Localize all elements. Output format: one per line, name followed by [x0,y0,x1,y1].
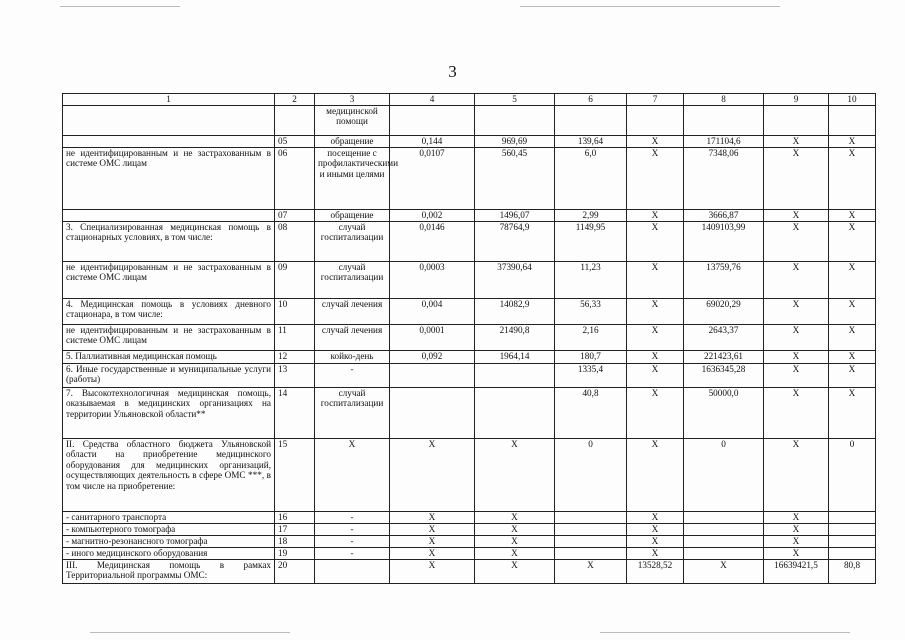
table-cell: медицинской помощи [315,106,390,136]
table-cell: 12 [275,351,315,364]
table-cell: X [829,325,876,351]
table-cell: 0,0001 [390,325,475,351]
table-cell: X [829,262,876,299]
table-cell [275,106,315,136]
table-cell: - [315,512,390,524]
table-cell: 0 [829,439,876,512]
table-cell: X [764,136,829,148]
table-cell: не идентифицированным и не застрахованным в системе ОМС лицам [63,262,275,299]
table-cell [390,364,475,388]
table-cell [63,210,275,222]
table-cell: X [764,325,829,351]
table-cell: X [829,388,876,439]
table-cell: 13759,76 [684,262,764,299]
table-cell [555,106,627,136]
table-cell: X [475,560,555,584]
table-cell: 4. Медицинская помощь в условиях дневного стационара, в том числе: [63,299,275,325]
table-cell: 13 [275,364,315,388]
table-cell [627,106,684,136]
table-cell: 2,16 [555,325,627,351]
table-cell [63,136,275,148]
table-cell: X [627,210,684,222]
header-cell: 5 [475,94,555,106]
table-cell: X [764,439,829,512]
table-cell: случай госпитализации [315,388,390,439]
table-row [63,388,876,439]
table-cell: 09 [275,262,315,299]
table-cell: 1636345,28 [684,364,764,388]
table-row [63,439,876,512]
table-cell: 0,092 [390,351,475,364]
table-cell [63,106,275,136]
table-cell: 17 [275,524,315,536]
table-cell: X [390,524,475,536]
table-cell: X [315,439,390,512]
table-cell: 560,45 [475,148,555,210]
table-cell: X [390,560,475,584]
table-cell: 20 [275,560,315,584]
table-cell: 171104,6 [684,136,764,148]
table-cell: X [829,210,876,222]
table-cell: - [315,536,390,548]
header-cell: 1 [63,94,275,106]
table-cell: X [829,299,876,325]
table-cell: 3666,87 [684,210,764,222]
table-cell: 07 [275,210,315,222]
table-cell: случай лечения [315,325,390,351]
table-row [63,536,876,548]
table-cell: X [475,548,555,560]
table-cell: X [627,222,684,262]
table-cell: X [829,364,876,388]
table-cell: X [764,299,829,325]
table-cell [684,548,764,560]
table-cell: 7. Высокотехнологичная медицинская помощь, оказываемая в медицинских организациях на территории Ульяновской области** [63,388,275,439]
table-cell: X [627,299,684,325]
table-cell: 2,99 [555,210,627,222]
table-cell: 221423,61 [684,351,764,364]
table-cell: X [627,136,684,148]
table-cell [684,512,764,524]
table-cell: - санитарного транспорта [63,512,275,524]
table-cell: X [829,222,876,262]
header-cell: 9 [764,94,829,106]
table-cell [829,548,876,560]
table-row [63,210,876,222]
table-cell: X [627,325,684,351]
table-cell [555,548,627,560]
table-cell: 1964,14 [475,351,555,364]
table-cell: X [764,512,829,524]
table-cell: случай госпитализации [315,262,390,299]
table-cell: X [764,524,829,536]
table-cell: X [627,512,684,524]
header-row [63,94,876,106]
table-cell: - [315,364,390,388]
table-cell: X [829,136,876,148]
table-cell: X [627,364,684,388]
table-cell: 37390,64 [475,262,555,299]
table-cell: X [627,388,684,439]
table-cell: 11 [275,325,315,351]
table-cell: X [627,148,684,210]
table-row [63,364,876,388]
table-cell: 14 [275,388,315,439]
table-cell: X [390,439,475,512]
table-cell [829,536,876,548]
table-cell: 0,0003 [390,262,475,299]
table-cell: 16639421,5 [764,560,829,584]
table-cell: 6,0 [555,148,627,210]
table-row [63,262,876,299]
table-cell: обращение [315,136,390,148]
table-cell: II. Средства областного бюджета Ульяновской области на приобретение медицинского оборудования для медицинских организаций, осуществляющих деятельность в сфере ОМС ***, в том числе на приобретение: [63,439,275,512]
table-cell: X [475,536,555,548]
table-cell [684,536,764,548]
table-cell: X [475,439,555,512]
table-cell: 3. Специализированная медицинская помощь в стационарных условиях, в том числе: [63,222,275,262]
table-cell: 0,144 [390,136,475,148]
table-cell: 7348,06 [684,148,764,210]
table-cell: - иного медицинского оборудования [63,548,275,560]
table-cell: X [627,351,684,364]
table-cell: 15 [275,439,315,512]
table-cell: 0,0107 [390,148,475,210]
table-cell: не идентифицированным и не застрахованным в системе ОМС лицам [63,325,275,351]
table-cell: 80,8 [829,560,876,584]
table-cell: X [390,536,475,548]
table-cell: X [475,512,555,524]
table-cell: 56,33 [555,299,627,325]
page-number: 3 [448,62,457,81]
table-row [63,524,876,536]
table-row [63,548,876,560]
table-cell: - компьютерного томографа [63,524,275,536]
table-cell: X [829,351,876,364]
table-cell [555,536,627,548]
table-cell: 6. Иные государственные и муниципальные услуги (работы) [63,364,275,388]
table-cell: 18 [275,536,315,548]
table-cell: 180,7 [555,351,627,364]
table-cell: X [764,262,829,299]
header-cell: 8 [684,94,764,106]
table-cell: 78764,9 [475,222,555,262]
table-cell: 11,23 [555,262,627,299]
table-cell: 0 [684,439,764,512]
table-cell: X [627,262,684,299]
table-cell: X [764,222,829,262]
table-cell [475,106,555,136]
table-cell [475,388,555,439]
table-cell: X [555,560,627,584]
table-cell [829,524,876,536]
table-cell: X [764,364,829,388]
table-cell: 1496,07 [475,210,555,222]
table-row [63,136,876,148]
table-cell [555,524,627,536]
table-cell: X [764,351,829,364]
header-cell: 6 [555,94,627,106]
table-cell: 06 [275,148,315,210]
header-cell: 2 [275,94,315,106]
table-cell: 0,004 [390,299,475,325]
table-cell: - [315,524,390,536]
table-cell: посещение с профилактическими и иными целями [315,148,390,210]
table-cell: 16 [275,512,315,524]
table-cell: X [390,512,475,524]
header-cell: 3 [315,94,390,106]
table-cell: 1335,4 [555,364,627,388]
table-cell [315,560,390,584]
table-row [63,512,876,524]
header-cell: 10 [829,94,876,106]
table-cell: X [627,536,684,548]
table-cell [555,512,627,524]
table-cell: 13528,52 [627,560,684,584]
table-cell: 21490,8 [475,325,555,351]
table-cell: 08 [275,222,315,262]
table-cell [475,364,555,388]
table-cell: 10 [275,299,315,325]
table-row [63,560,876,584]
table-cell: 0,002 [390,210,475,222]
table-cell: случай госпитализации [315,222,390,262]
data-table [62,93,876,584]
table-row [63,148,876,210]
table-cell: 0 [555,439,627,512]
header-cell: 7 [627,94,684,106]
table-cell: 0,0146 [390,222,475,262]
table-cell: III. Медицинская помощь в рамках Территориальной программы ОМС: [63,560,275,584]
table-cell [829,106,876,136]
table-cell: X [627,548,684,560]
table-cell: не идентифицированным и не застрахованным в системе ОМС лицам [63,148,275,210]
table-cell: 139,64 [555,136,627,148]
table-cell: случай лечения [315,299,390,325]
table-row [63,325,876,351]
table-cell: X [829,148,876,210]
table-row [63,106,876,136]
table-cell [764,106,829,136]
table-cell: 69020,29 [684,299,764,325]
table-cell: X [475,524,555,536]
table-cell: X [684,560,764,584]
table-cell: - [315,548,390,560]
table-cell: - магнитно-резонансного томографа [63,536,275,548]
table-cell: 19 [275,548,315,560]
table-cell: койко-день [315,351,390,364]
table-cell: 40,8 [555,388,627,439]
table-cell: X [627,439,684,512]
table-cell [684,106,764,136]
table-cell: 969,69 [475,136,555,148]
table-row [63,299,876,325]
table-cell: 50000,0 [684,388,764,439]
table-cell: обращение [315,210,390,222]
table-cell [684,524,764,536]
table-cell [829,512,876,524]
table-cell: X [627,524,684,536]
table-cell [390,388,475,439]
table-cell: X [764,388,829,439]
table-cell: X [764,148,829,210]
header-cell: 4 [390,94,475,106]
table-cell: 05 [275,136,315,148]
table-cell: X [764,548,829,560]
table-cell [390,106,475,136]
table-cell: 1149,95 [555,222,627,262]
table-cell: 5. Паллиативная медицинская помощь [63,351,275,364]
table-row [63,222,876,262]
table-cell: X [390,548,475,560]
table-cell: 1409103,99 [684,222,764,262]
table-cell: X [764,210,829,222]
table-cell: X [764,536,829,548]
table-row [63,351,876,364]
table-cell: 14082,9 [475,299,555,325]
table-cell: 2643,37 [684,325,764,351]
